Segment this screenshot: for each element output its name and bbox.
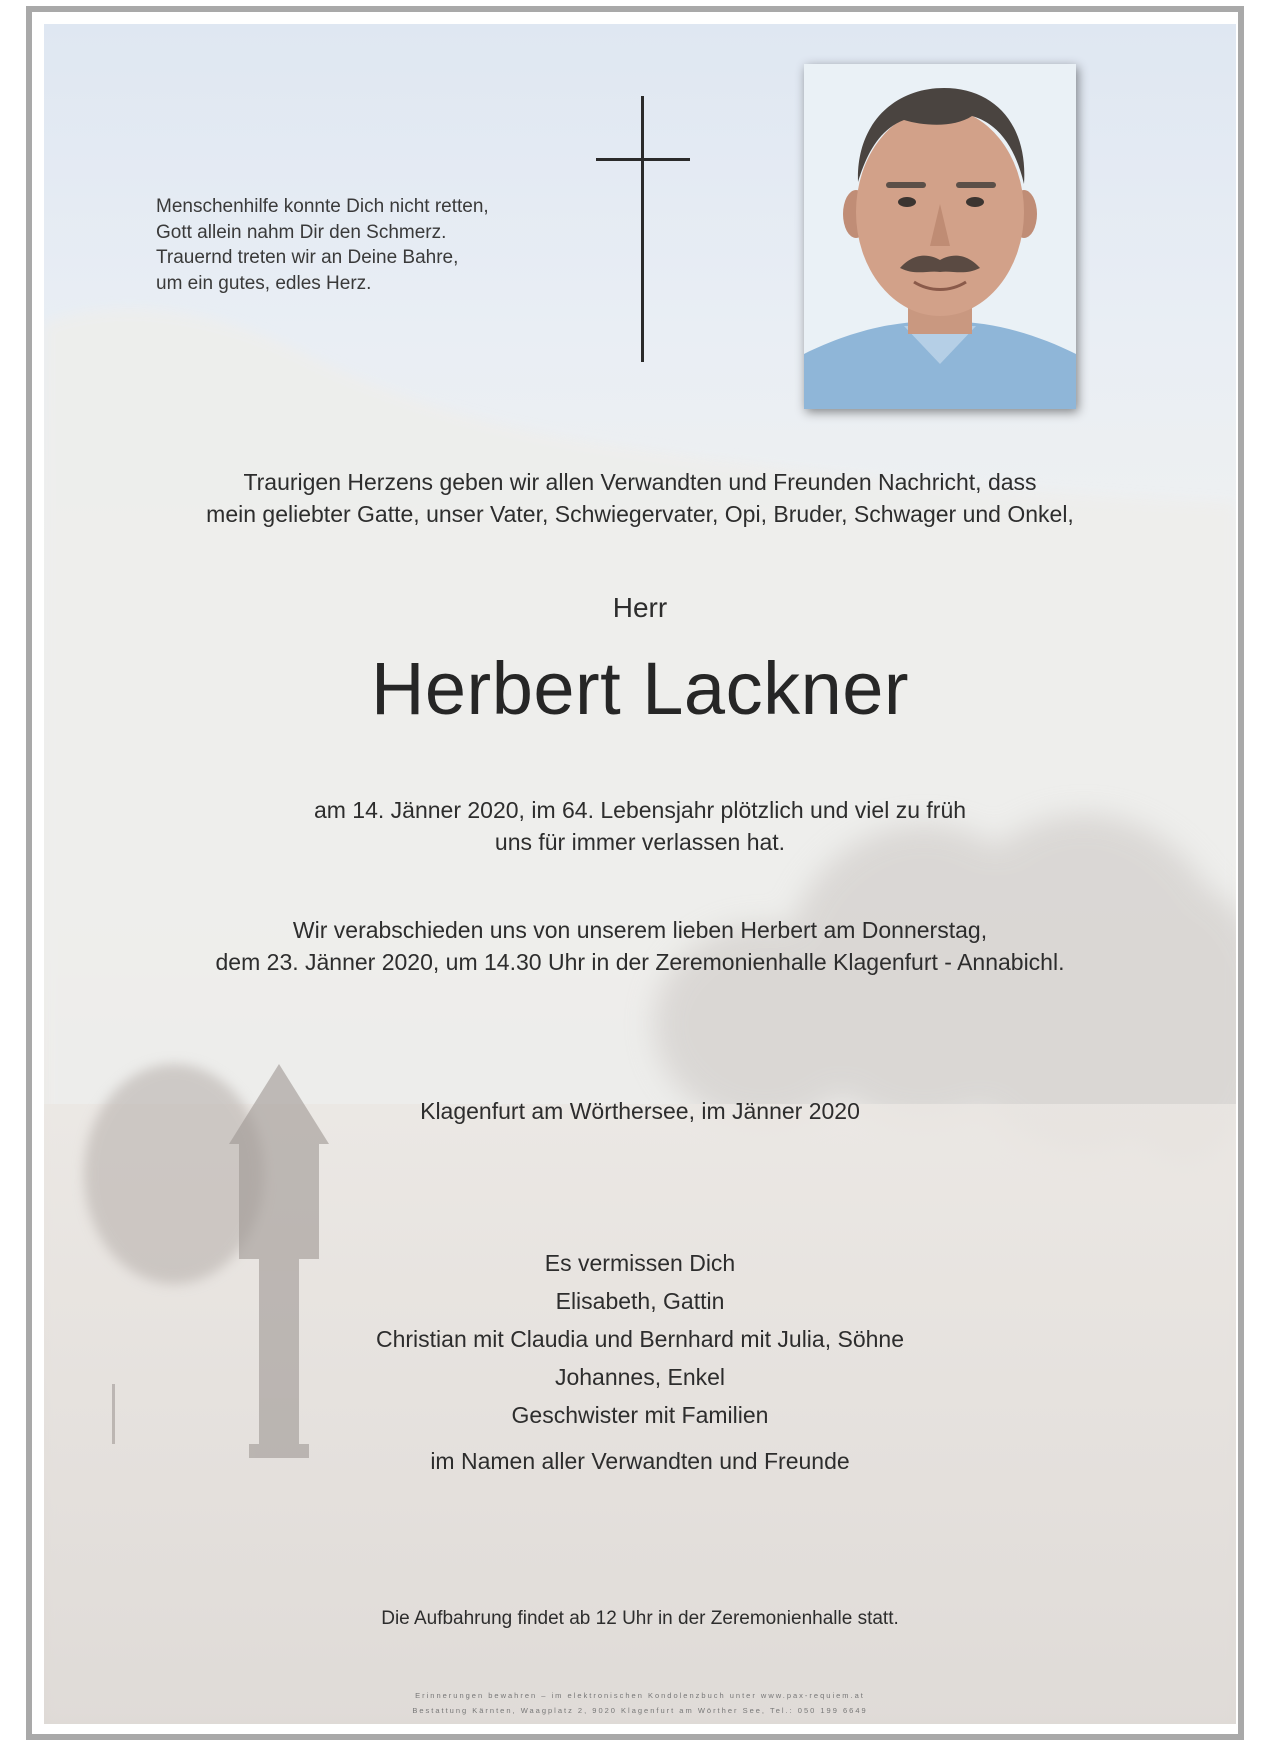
verse-line: Gott allein nahm Dir den Schmerz. xyxy=(156,221,447,243)
family-member: Elisabeth, Gattin xyxy=(555,1288,725,1314)
memorial-verse xyxy=(156,194,576,296)
announcement-intro xyxy=(0,466,1280,530)
family-members xyxy=(0,1288,1280,1440)
page-footer xyxy=(0,1688,1280,1718)
portrait-photo xyxy=(804,64,1076,409)
viewing-notice: Die Aufbahrung findet ab 12 Uhr in der Zeremonienhalle statt. xyxy=(381,1608,899,1629)
death-line: uns für immer verlassen hat. xyxy=(494,829,786,855)
verse-line: Menschenhilfe konnte Dich nicht retten, xyxy=(156,196,489,217)
intro-line: mein geliebter Gatte, unser Vater, Schwiegervater, Opi, Bruder, Schwager und Onkel, xyxy=(206,501,1074,527)
verse-line: Trauernd treten wir an Deine Bahre, xyxy=(156,247,459,268)
mourners-heading: Es vermissen Dich xyxy=(544,1250,736,1276)
mourners-closing: im Namen aller Verwandten und Freunde xyxy=(430,1448,850,1474)
family-member: Geschwister mit Familien xyxy=(511,1402,769,1428)
footer-line: Erinnerungen bewahren – im elektronischen Kondolenzbuch unter www.pax-requiem.at xyxy=(415,1691,865,1700)
cross-icon xyxy=(596,96,690,362)
death-line: am 14. Jänner 2020, im 64. Lebensjahr plötzlich und viel zu früh xyxy=(313,797,967,823)
farewell-line: Wir verabschieden uns von unserem lieben Herbert am Donnerstag, xyxy=(292,917,988,943)
farewell-line: dem 23. Jänner 2020, um 14.30 Uhr in der Zeremonienhalle Klagenfurt - Annabichl. xyxy=(215,949,1065,975)
family-member: Christian mit Claudia und Bernhard mit Julia, Söhne xyxy=(376,1326,904,1352)
death-notice xyxy=(0,794,1280,858)
intro-line: Traurigen Herzens geben wir allen Verwandten und Freunden Nachricht, dass xyxy=(243,469,1037,495)
verse-line: um ein gutes, edles Herz. xyxy=(156,272,372,294)
footer-line: Bestattung Kärnten, Waagplatz 2, 9020 Klagenfurt am Wörther See, Tel.: 050 199 6649 xyxy=(412,1706,868,1715)
funeral-details xyxy=(0,914,1280,978)
place-and-date: Klagenfurt am Wörthersee, im Jänner 2020 xyxy=(420,1098,860,1124)
deceased-name: Herbert Lackner xyxy=(370,647,910,730)
mourners-list xyxy=(0,1250,1280,1475)
portrait-illustration xyxy=(804,64,1076,409)
honorific: Herr xyxy=(612,592,668,623)
family-member: Johannes, Enkel xyxy=(554,1364,726,1390)
